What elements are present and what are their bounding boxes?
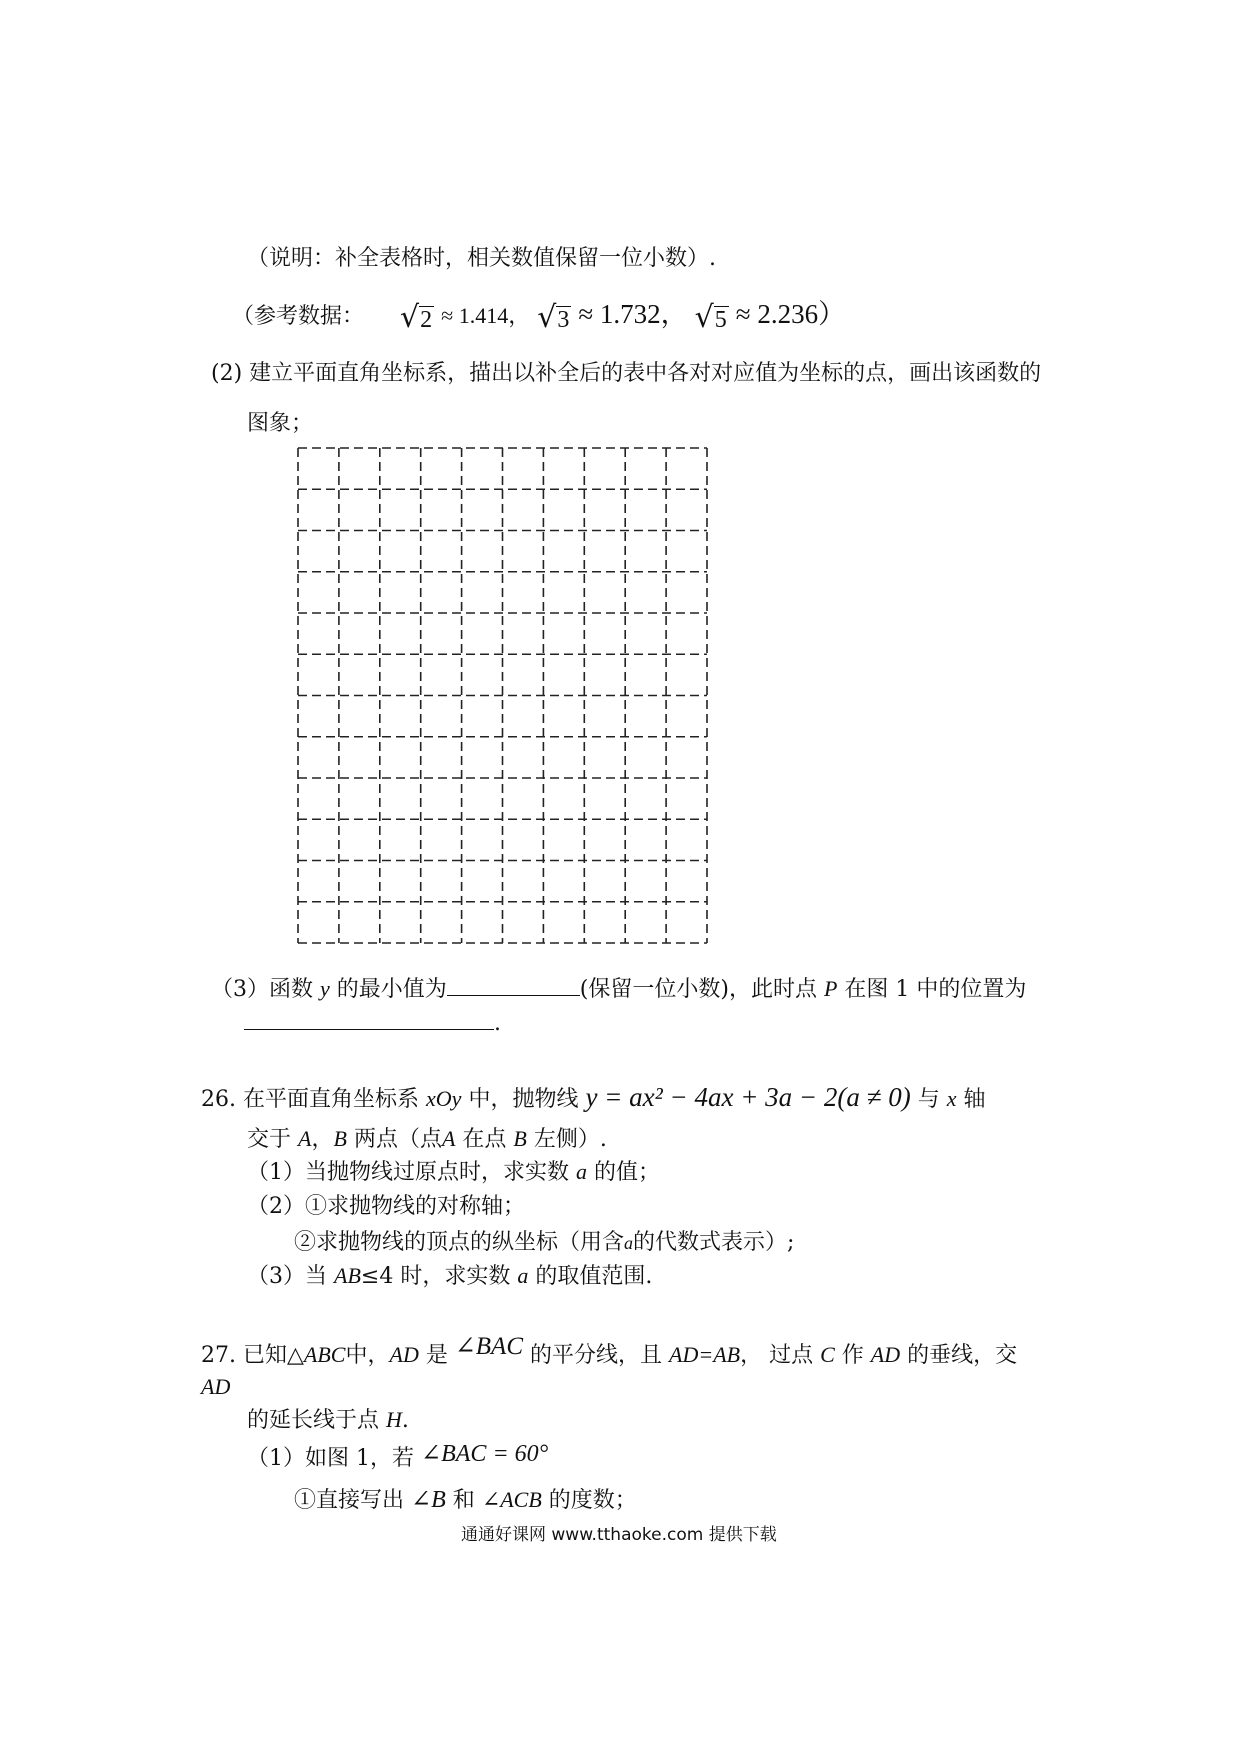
answer-blank-min[interactable] [447,995,580,996]
q26-sub2: （2）①求抛物线的对称轴； [247,1194,525,1219]
note-line: （说明：补全表格时，相关数值保留一位小数）. [247,246,716,271]
var-y: y [320,976,330,1001]
sqrt-3: √3 [537,300,570,335]
q26-number: 26. [201,1087,236,1112]
sqrt-5-value: ≈ 2.236） [735,299,846,329]
q26-sub1: （1）当抛物线过原点时，求实数 a 的值； [247,1159,661,1185]
sqrt-2-value: ≈ 1.414， [441,303,531,328]
part2-prefix: (2) [211,361,243,386]
q27-number: 27. [201,1343,236,1368]
part2-line1 [211,361,1041,387]
answer-blank-position[interactable] [244,1029,494,1030]
q27-sub1: （1）如图 1，若 ∠BAC = 60° [247,1441,549,1471]
parabola-equation: y = ax² − 4ax + 3a − 2(a ≠ 0) [585,1082,911,1112]
q27-sub1-item: ①直接写出 ∠B 和 ∠ACB 的度数； [294,1487,637,1513]
page-footer: 通通好课网 www.tthaoke.com 提供下载 [461,1525,777,1545]
q26-sub3: （3）当 AB≤4 时，求实数 a 的取值范围. [247,1263,653,1289]
part2-line2: 图象； [247,411,314,436]
var-p: P [823,976,838,1001]
reference-data [232,298,845,336]
q26-sub2b: ②求抛物线的顶点的纵坐标（用含a的代数式表示）; [294,1230,795,1255]
sqrt-5: √5 [694,300,727,335]
q27-line2: AD [201,1374,231,1399]
reference-label: （参考数据： [232,304,365,329]
q27-line3: 的延长线于点 H. [247,1407,409,1433]
part3-line2: . [244,1011,501,1037]
part3-line1: （3）函数 y 的最小值为 (保留一位小数)，此时点 P 在图 1 中的位置为 [211,976,1027,1002]
q26-line2: 交于 A，B 两点（点A 在点 B 左侧）. [247,1126,607,1152]
dashed-grid [297,447,708,944]
q27-line1: 27. 已知△ABC中，AD 是 ∠BAC 的平分线，且 AD=AB， 过点 C 作 AD 的垂线，交 [201,1333,1018,1368]
q26-line1: 26. 在平面直角坐标系 xOy 中，抛物线 y = ax² − 4ax + 3a − 2(a ≠ 0) 与 x 轴 [201,1082,986,1112]
part2-text: 建立平面直角坐标系，描出以补全后的表中各对对应值为坐标的点，画出该函数的 [249,361,1042,386]
sqrt-3-value: ≈ 1.732， [578,299,688,329]
sqrt-2: √2 [400,300,433,335]
